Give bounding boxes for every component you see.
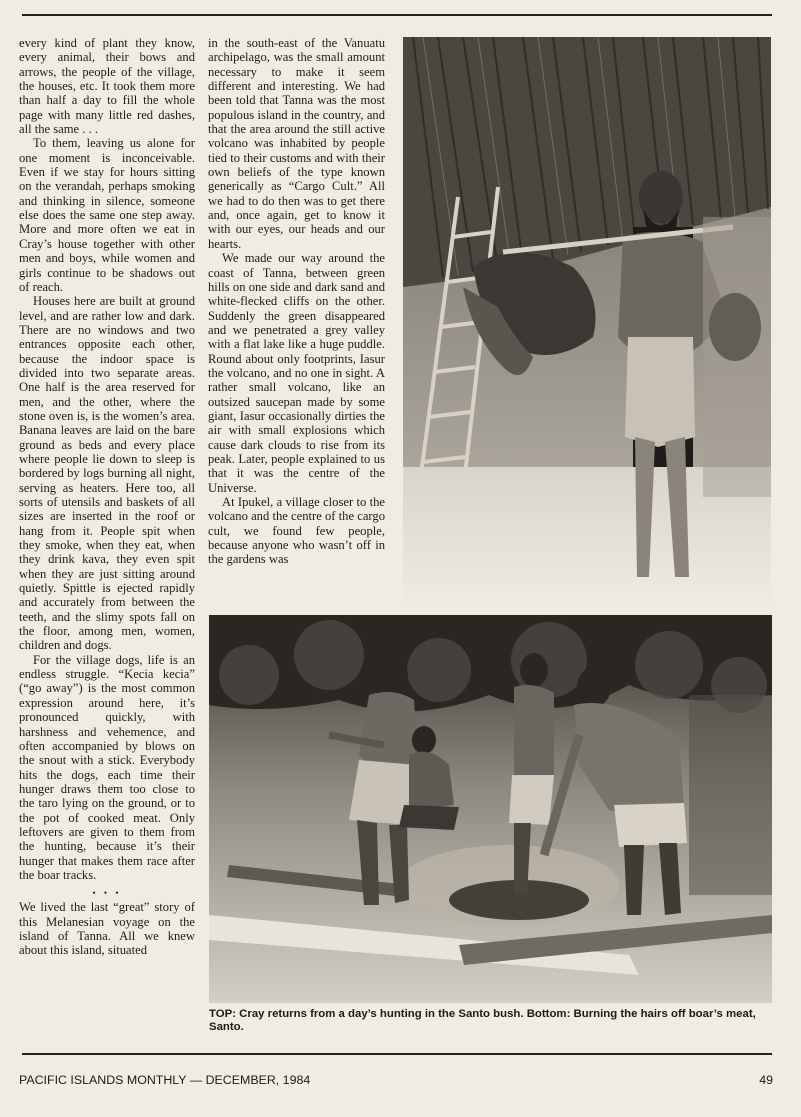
paragraph: Houses here are built at ground level, and are rather low and dark. There are no windows and two entrances opposite each other, because the indoor space is divided into two separate areas. One half is the area reserved for men, and the other, where the stone oven is, is the women’s area. Banana leaves are laid on the bare ground as beds and every place where people lie down to sleep is bordered by logs burning all night, serving as heaters. Here too, all sorts of utensils and baskets of all sizes are inserted in the roof or hang from it. People spit when they smoke, when they eat, when they drink kava, they even spit when they are just sitting around quietly. Spittle is ejected rapidly and accurately from between the teeth, and the slimy spots fall on the floor, among men, women, children and dogs.	[19, 294, 195, 653]
top-rule	[22, 14, 772, 16]
photo-cray-returning-from-hunt	[403, 37, 771, 605]
bottom-rule	[22, 1053, 772, 1055]
paragraph: in the south-east of the Vanuatu archipelago, was the small amount necessary to make it seem different and interesting. We had been told that Tanna was the most populous island in the country, and that the area around the still active volcano was inhabited by people tied to their customs and with their own beliefs of the type known generically as “Cargo Cult.” All we had to do then was to get there and, once again, get to know it with our eyes, our heads and our hearts.	[208, 36, 385, 251]
paragraph: To them, leaving us alone for one moment is inconceivable. Even if we stay for hours sitting on the verandah, perhaps smoking and thinking in silence, someone else does the same one step away. More and more often we eat in Cray’s house together with other men and boys, while women and girls continue to be shadows out of reach.	[19, 136, 195, 294]
paragraph: We made our way around the coast of Tanna, between green hills on one side and dark sand and white-flecked cliffs on the other. Suddenly the green disappeared and we penetrated a grey valley with a flat lake like a huge puddle. Round about only footprints, Iasur the volcano, and no one in sight. A rather small volcano, like an outsized saucepan made by some giant, Iasur occasionally dirties the air with small explosions which cause dark clouds to rise from its peak. Later, people explained to us that it was the centre of the Universe.	[208, 251, 385, 495]
photo-caption: TOP: Cray returns from a day’s hunting in the Santo bush. Bottom: Burning the hairs off boar’s meat, Santo.	[209, 1008, 756, 1033]
section-separator: • • •	[92, 888, 122, 899]
footer-publication: PACIFIC ISLANDS MONTHLY — DECEMBER, 1984	[19, 1073, 311, 1087]
paragraph: For the village dogs, life is an endless struggle. “Kecia kecia” (“go away”) is the most common expression around here, it’s pronounced quickly, with harshness and vehemence, and often accompanied by blows on the snout with a stick. Everybody hits the dogs, each time their hunger draws them too close to the taro lying on the ground, or to the pot of cooked meat. Only leftovers are given to them from the hunting, because it’s their hunger that makes them race after the boar tracks.	[19, 652, 195, 882]
article-column-2	[208, 36, 385, 610]
paragraph: We lived the last “great” story of this Melanesian voyage on the island of Tanna. All we knew about this island, situated	[19, 900, 195, 958]
paragraph: At Ipukel, a village closer to the volcano and the centre of the cargo cult, we found few people, because anyone who wasn’t off in the gardens was	[208, 495, 385, 567]
photo-burning-boar-hairs	[209, 615, 772, 1003]
page-number: 49	[759, 1073, 773, 1087]
paragraph: every kind of plant they know, every animal, their bows and arrows, the people of the village, the houses, etc. It took them more than half a day to fill the whole page with many little red dashes, all the same . . .	[19, 36, 195, 137]
article-column-1	[19, 36, 195, 1038]
